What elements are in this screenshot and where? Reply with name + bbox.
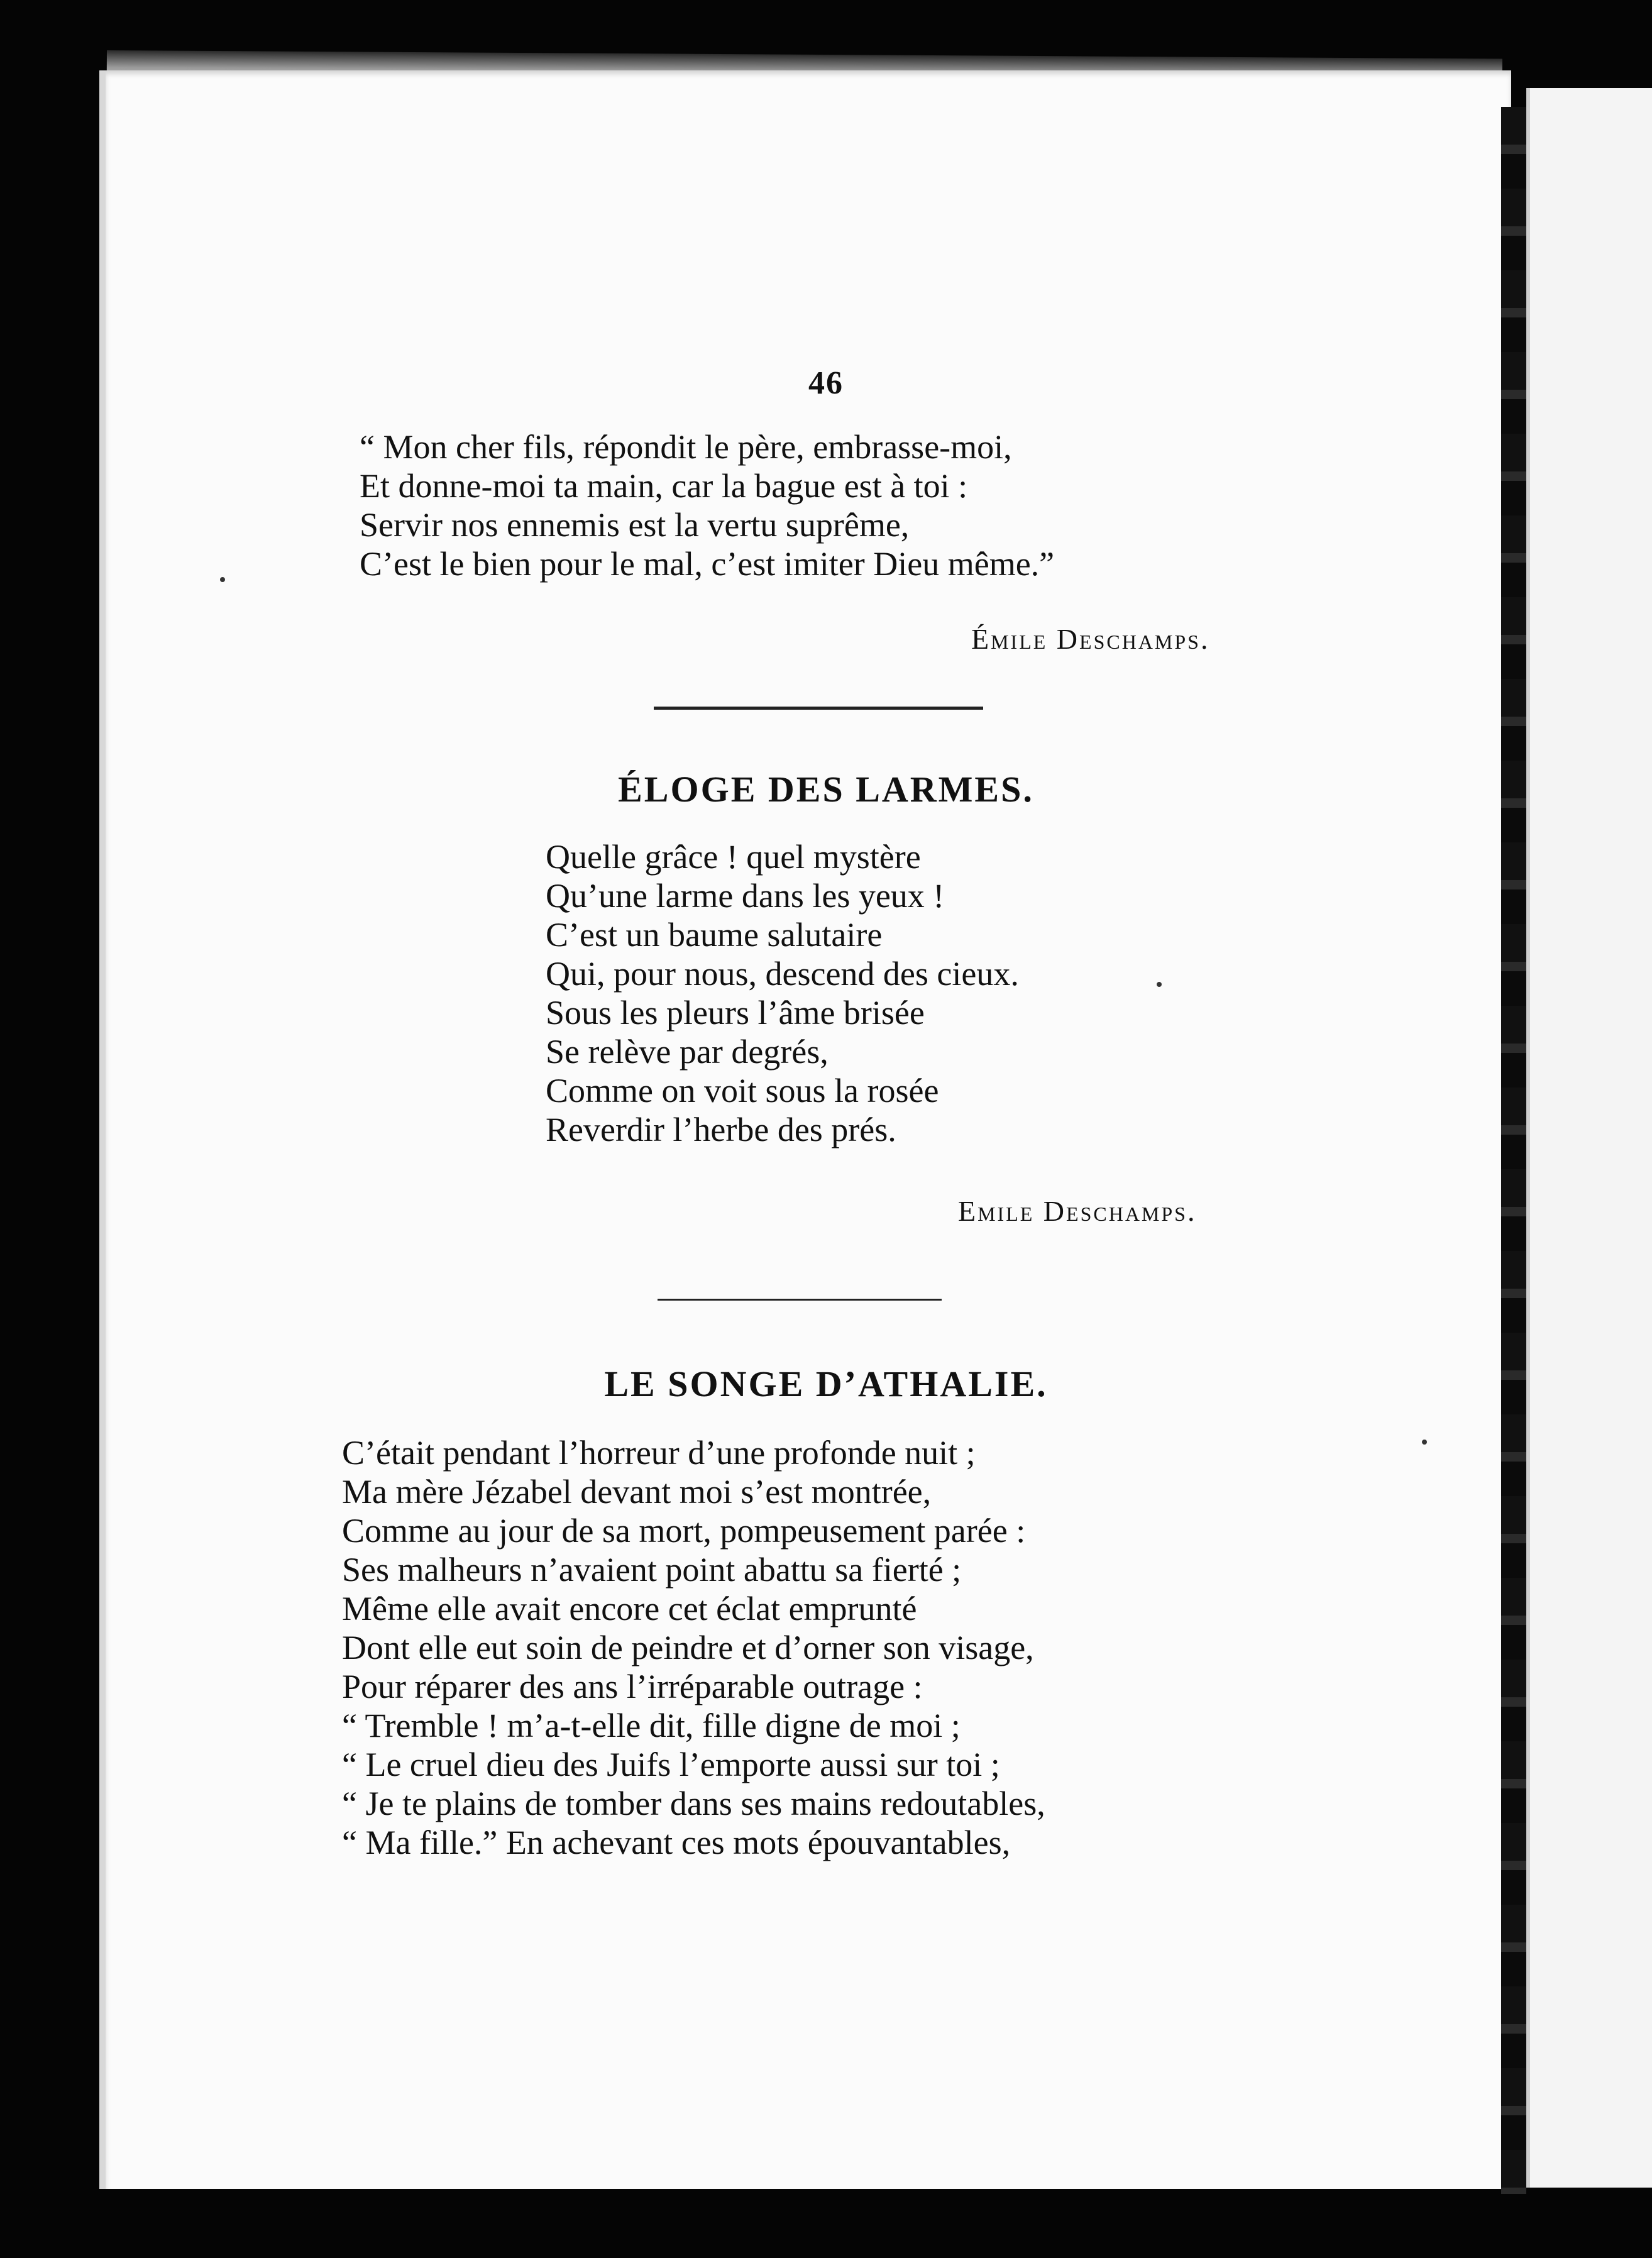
verse-line: “ Tremble ! m’a-t-elle dit, fille digne de moi ; — [342, 1707, 961, 1744]
scan-speck — [1157, 982, 1162, 987]
book-binding — [1501, 107, 1526, 2194]
verse-line: Sous les pleurs l’âme brisée — [546, 994, 925, 1032]
verse-line: Qu’une larme dans les yeux ! — [546, 877, 945, 915]
verse-line: Servir nos ennemis est la vertu suprême, — [360, 506, 910, 544]
scan-speck — [220, 577, 225, 582]
verse-line: C’est le bien pour le mal, c’est imiter Dieu même.” — [360, 545, 1055, 583]
poem-author: Émile Deschamps. — [971, 623, 1210, 655]
section-divider — [658, 1299, 942, 1301]
verse-line: “ Ma fille.” En achevant ces mots épouvantables, — [342, 1824, 1011, 1861]
verse-line: Et donne-moi ta main, car la bague est à toi : — [360, 467, 968, 505]
verse-line: Se relève par degrés, — [546, 1033, 829, 1071]
verse-line: Pour réparer des ans l’irréparable outrage : — [342, 1668, 923, 1705]
verse-line: Ma mère Jézabel devant moi s’est montrée, — [342, 1473, 932, 1511]
page-number: 46 — [808, 365, 844, 401]
verse-line: Qui, pour nous, descend des cieux. — [546, 955, 1019, 993]
verse-line: Dont elle eut soin de peindre et d’orner son visage, — [342, 1629, 1034, 1666]
poem-title: LE SONGE D’ATHALIE. — [604, 1363, 1048, 1404]
poem-author: Emile Deschamps. — [958, 1195, 1197, 1227]
verse-line: C’est un baume salutaire — [546, 916, 883, 954]
section-divider — [654, 707, 983, 710]
verse-line: Ses malheurs n’avaient point abattu sa fierté ; — [342, 1551, 962, 1589]
verse-line: Comme au jour de sa mort, pompeusement parée : — [342, 1512, 1026, 1550]
verse-line: “ Le cruel dieu des Juifs l’emporte aussi sur toi ; — [342, 1746, 1000, 1783]
verse-line: Quelle grâce ! quel mystère — [546, 838, 921, 876]
verse-line: Même elle avait encore cet éclat emprunté — [342, 1590, 917, 1627]
verse-line: Comme on voit sous la rosée — [546, 1072, 939, 1110]
verse-line: Reverdir l’herbe des prés. — [546, 1111, 896, 1148]
verse-line: “ Je te plains de tomber dans ses mains redoutables, — [342, 1785, 1045, 1822]
scan-speck — [1422, 1440, 1427, 1445]
poem-title: ÉLOGE DES LARMES. — [618, 769, 1034, 810]
verse-line: “ Mon cher fils, répondit le père, embrasse-moi, — [360, 428, 1012, 466]
next-page-edge — [1526, 88, 1652, 2188]
verse-line: C’était pendant l’horreur d’une profonde nuit ; — [342, 1434, 976, 1472]
